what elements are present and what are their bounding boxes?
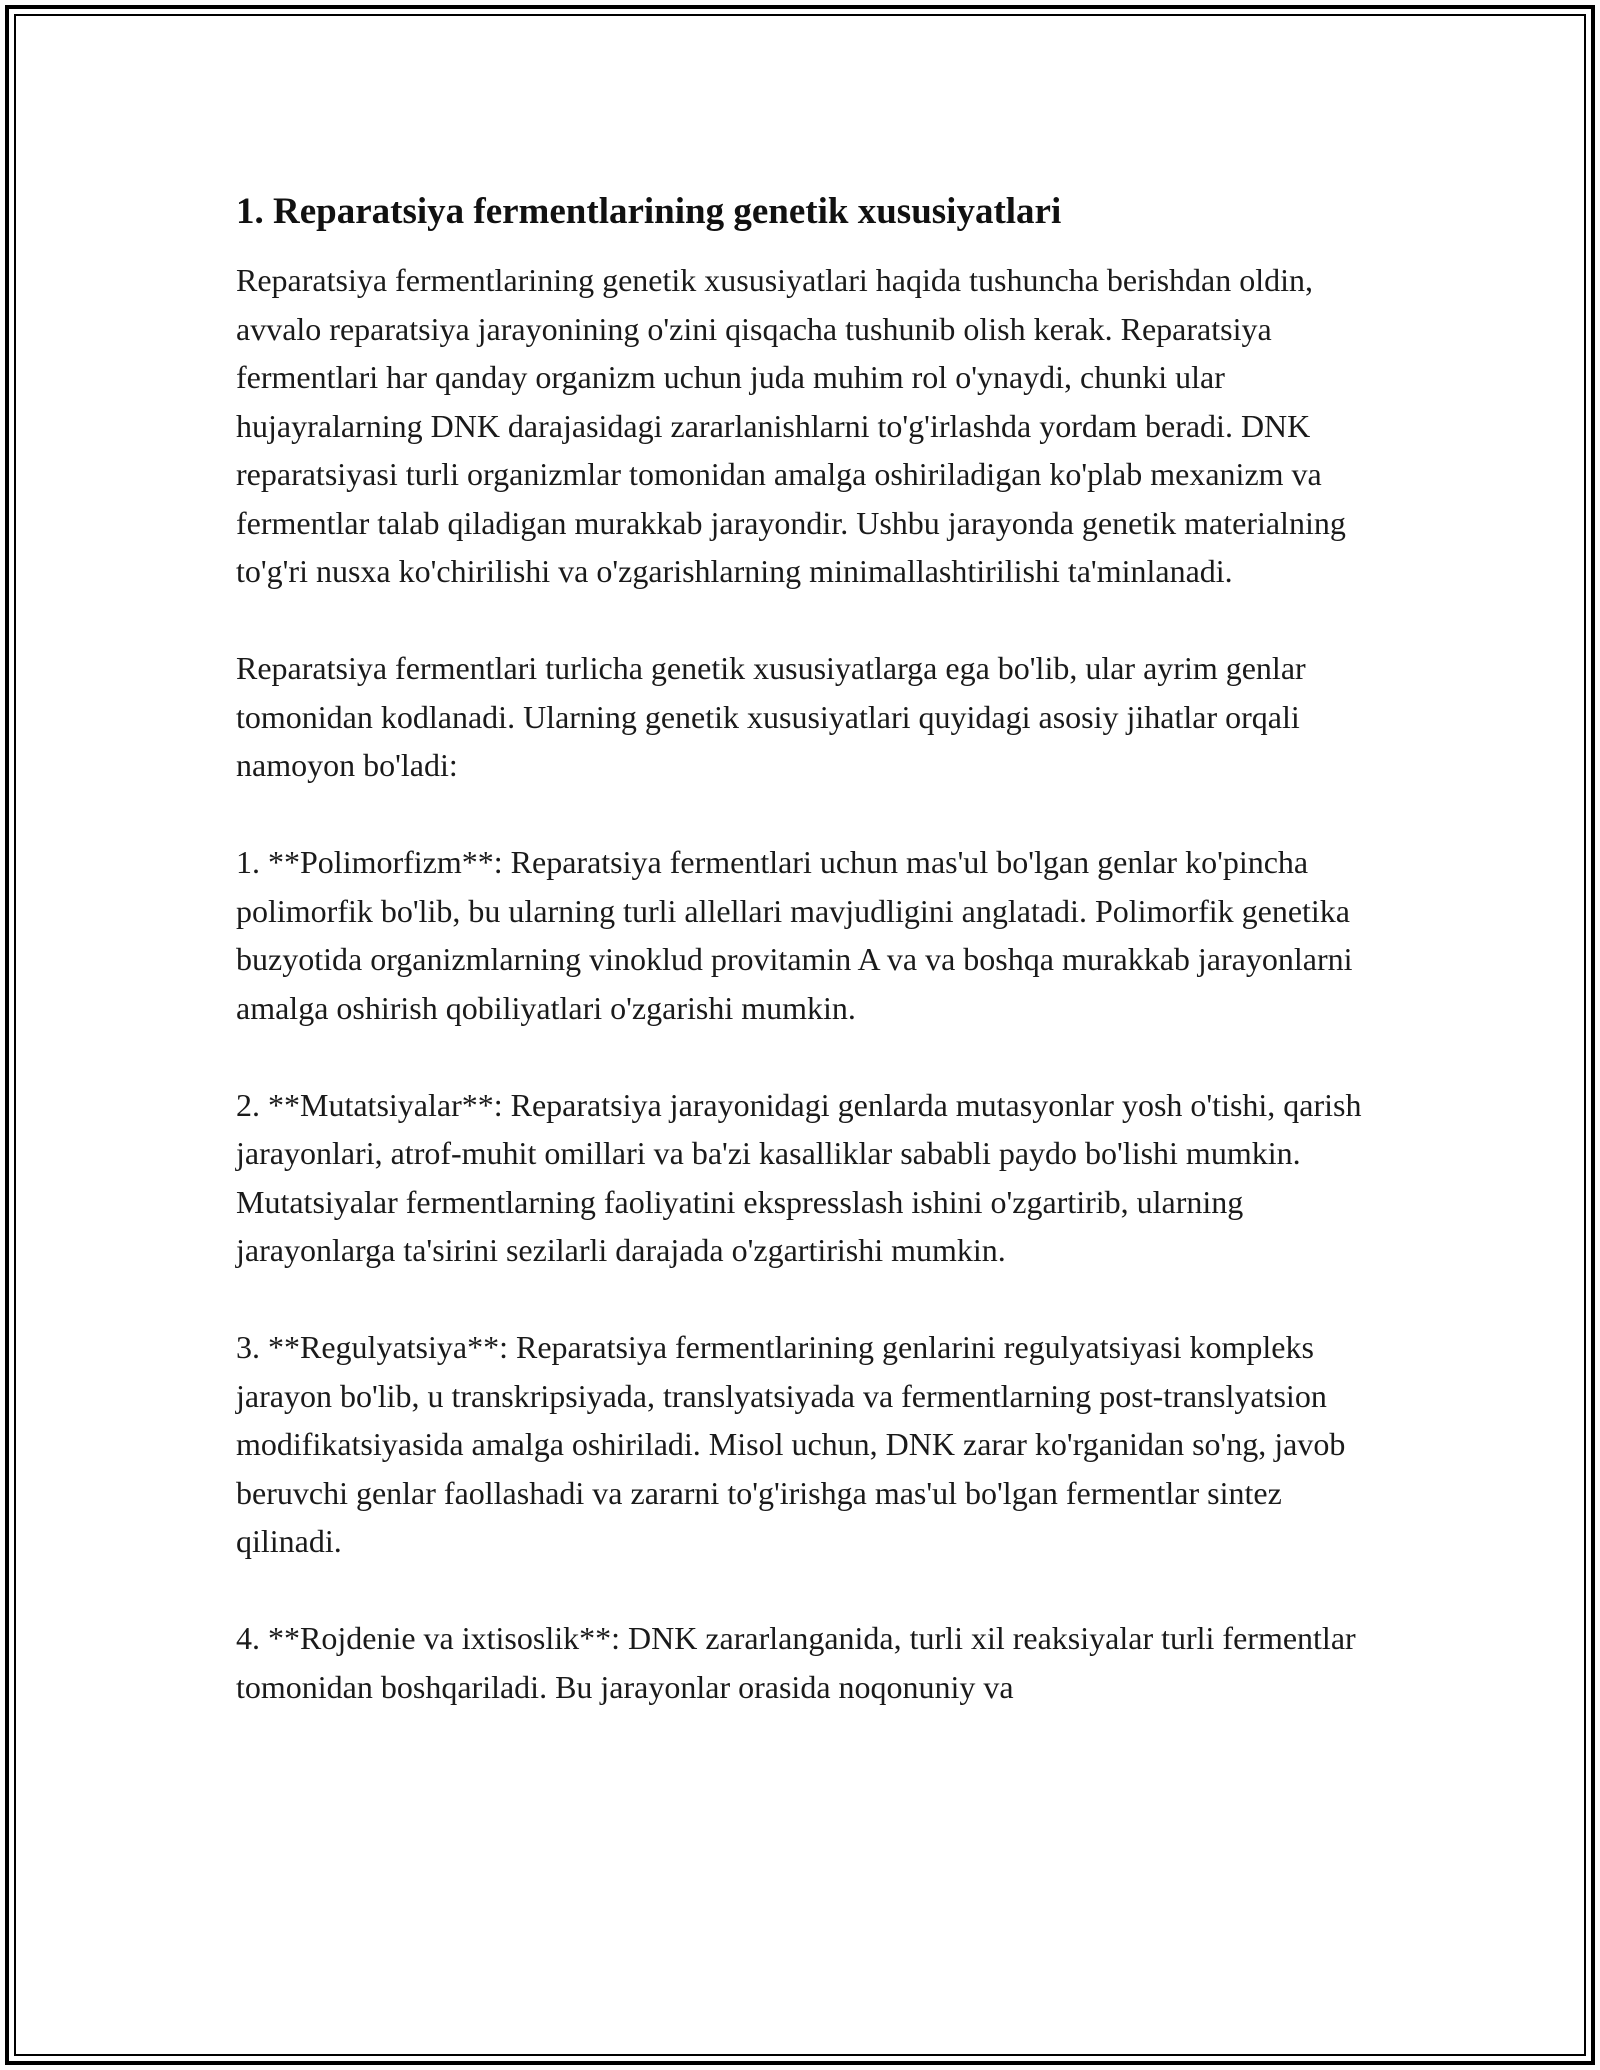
list-item-polimorfizm: 1. **Polimorfizm**: Reparatsiya fermentlari uchun mas'ul bo'lgan genlar ko'pincha polimorfik bo'lib, bu ularning turli allellari mavjudligini anglatadi. Polimorfik genetika buzyotida organizmlarning vinoklud provitamin A va va boshqa murakkab jarayonlarni amalga oshirish qobiliyatlari o'zgarishi mumkin.: [236, 844, 1353, 1026]
section-heading: 1. Reparatsiya fermentlarining genetik xususiyatlari: [236, 191, 1062, 232]
list-item-rojdenie: 4. **Rojdenie va ixtisoslik**: DNK zararlanganida, turli xil reaksiyalar turli fermentlar tomonidan boshqariladi. Bu jarayonlar orasida noqonuniy va: [236, 1620, 1356, 1705]
list-item-mutatsiyalar: 2. **Mutatsiyalar**: Reparatsiya jarayonidagi genlarda mutasyonlar yosh o'tishi, qarish jarayonlari, atrof-muhit omillari va ba'zi kasalliklar sababli paydo bo'lishi mumkin. Mutatsiyalar fermentlarning faoliyatini ekspresslash ishini o'zgartirib, ularning jarayonlarga ta'sirini sezilarli darajada o'zgartirishi mumkin.: [236, 1086, 1362, 1268]
list-item-regulyatsiya: 3. **Regulyatsiya**: Reparatsiya fermentlarining genlarini regulyatsiyasi kompleks jarayon bo'lib, u transkripsiyada, translyatsiyada va fermentlarning post-translyatsion modifikatsiyasida amalga oshiriladi. Misol uchun, DNK zarar ko'rganidan so'ng, javob beruvchi genlar faollashadi va zararni to'g'irishga mas'ul bo'lgan fermentlar sintez qilinadi.: [236, 1329, 1346, 1559]
paragraph-overview: Reparatsiya fermentlari turlicha genetik xususiyatlarga ega bo'lib, ular ayrim genlar tomonidan kodlanadi. Ularning genetik xususiyatlari quyidagi asosiy jihatlar orqali namoyon bo'ladi:: [236, 650, 1306, 783]
document-body: [236, 188, 1376, 1711]
paragraph-intro: Reparatsiya fermentlarining genetik xususiyatlari haqida tushuncha berishdan oldin, avvalo reparatsiya jarayonining o'zini qisqacha tushunib olish kerak. Reparatsiya fermentlari har qanday organizm uchun juda muhim rol o'ynaydi, chunki ular hujayralarning DNK darajasidagi zararlanishlarni to'g'irlashda yordam beradi. DNK reparatsiyasi turli organizmlar tomonidan amalga oshiriladigan ko'plab mexanizm va fermentlar talab qiladigan murakkab jarayondir. Ushbu jarayonda genetik materialning to'g'ri nusxa ko'chirilishi va o'zgarishlarning minimallashtirilishi ta'minlanadi.: [236, 262, 1346, 589]
